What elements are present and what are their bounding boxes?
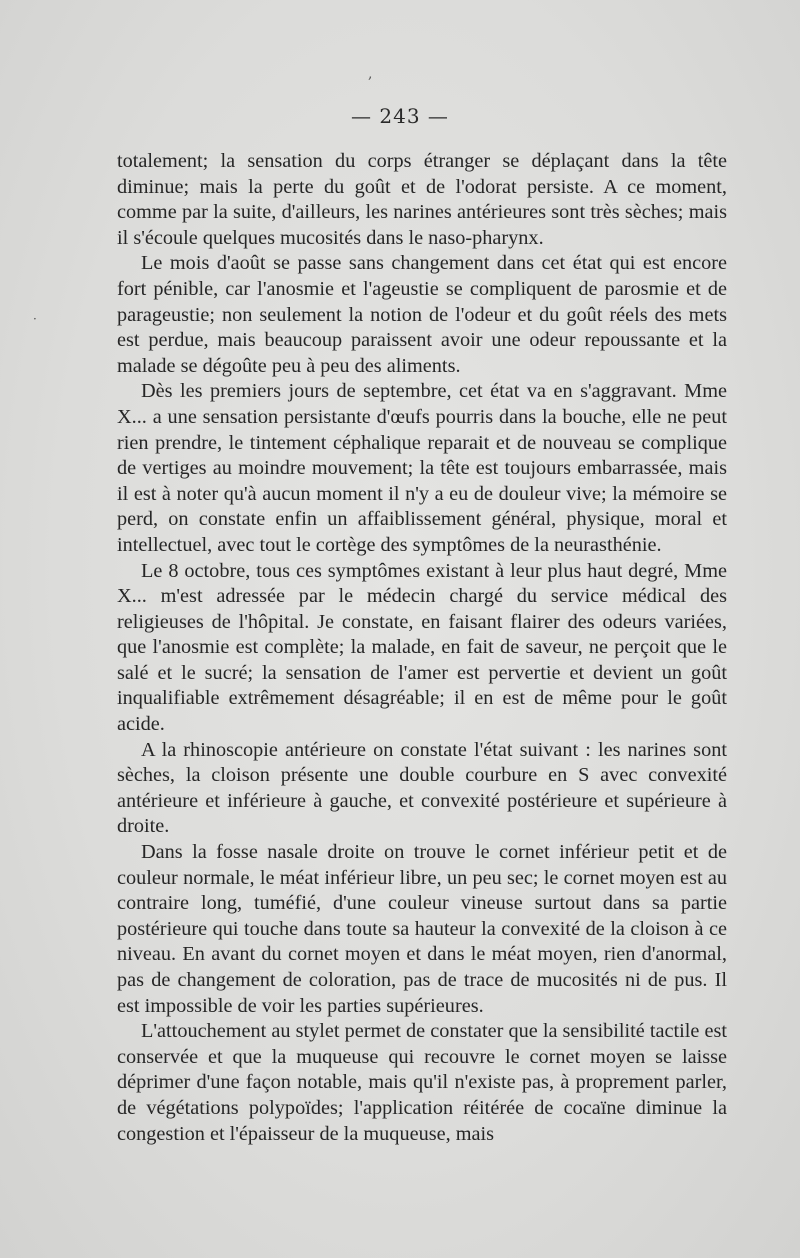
body-text [117, 149, 727, 1147]
paragraph-1: totalement; la sensation du corps étranger se déplaçant dans la tête diminue; mais la perte du goût et de l'odorat persiste. A ce moment, comme par la suite, d'ailleurs, les narines antérieures sont très sèches; mais il s'écoule quelques mucosités dans le naso-pharynx. [117, 150, 727, 249]
paragraph-4: Le 8 octobre, tous ces symptômes existant à leur plus haut degré, Mme X... m'est adressée par le médecin chargé du service médical des religieuses de l'hôpital. Je constate, en faisant flairer des odeurs variées, que l'anosmie est complète; la malade, en fait de saveur, ne perçoit que le salé et le sucré; la sensation de l'amer est pervertie et devient un goût inqualifiable extrêmement désagréable; il en est de même pour le goût acide. [117, 559, 727, 736]
paragraph-2: Le mois d'août se passe sans changement dans cet état qui est encore fort pénible, car l'anosmie et l'ageustie se compliquent de parosmie et de parageustie; non seulement la notion de l'odeur et du goût réels des mets est perdue, mais beaucoup paraissent avoir une odeur repoussante et la malade se dégoûte peu à peu des aliments. [117, 252, 727, 377]
page-number: — 243 — [351, 104, 449, 128]
stray-ink-dot: · [33, 312, 37, 326]
paragraph-7: L'attouchement au stylet permet de constater que la sensibilité tactile est conservée et que la muqueuse qui recouvre le cornet moyen se laisse déprimer d'une façon notable, mais qu'il n'existe pas, à proprement parler, de végétations polypoïdes; l'application réitérée de cocaïne diminue la congestion et l'épaisseur de la muqueuse, mais [117, 1020, 727, 1145]
paragraph-6: Dans la fosse nasale droite on trouve le cornet inférieur petit et de couleur normale, le méat inférieur libre, un peu sec; le cornet moyen est au contraire long, tuméfié, d'une couleur vineuse surtout dans sa partie postérieure qui touche dans toute sa hauteur la convexité de la cloison à ce niveau. En avant du cornet moyen et dans le méat moyen, rien d'anormal, pas de changement de coloration, pas de trace de mucosités ni de pus. Il est impossible de voir les parties supérieures. [117, 841, 727, 1017]
stray-ink-mark: , [368, 66, 373, 82]
paragraph-3: Dès les premiers jours de septembre, cet état va en s'aggravant. Mme X... a une sensation persistante d'œufs pourris dans la bouche, elle ne peut rien prendre, le tintement céphalique reparait et de nouveau se complique de vertiges au moindre mouvement; la tête est toujours embarrassée, mais il est à noter qu'à aucun moment il n'y a eu de douleur vive; la mémoire se perd, on constate enfin un affaiblissement général, physique, moral et intellectuel, avec tout le cortège des symptômes de la neurasthénie. [117, 380, 727, 556]
paragraph-5: A la rhinoscopie antérieure on constate l'état suivant : les narines sont sèches, la cloison présente une double courbure en S avec convexité antérieure et inférieure à gauche, et convexité postérieure et supérieure à droite. [117, 738, 727, 838]
